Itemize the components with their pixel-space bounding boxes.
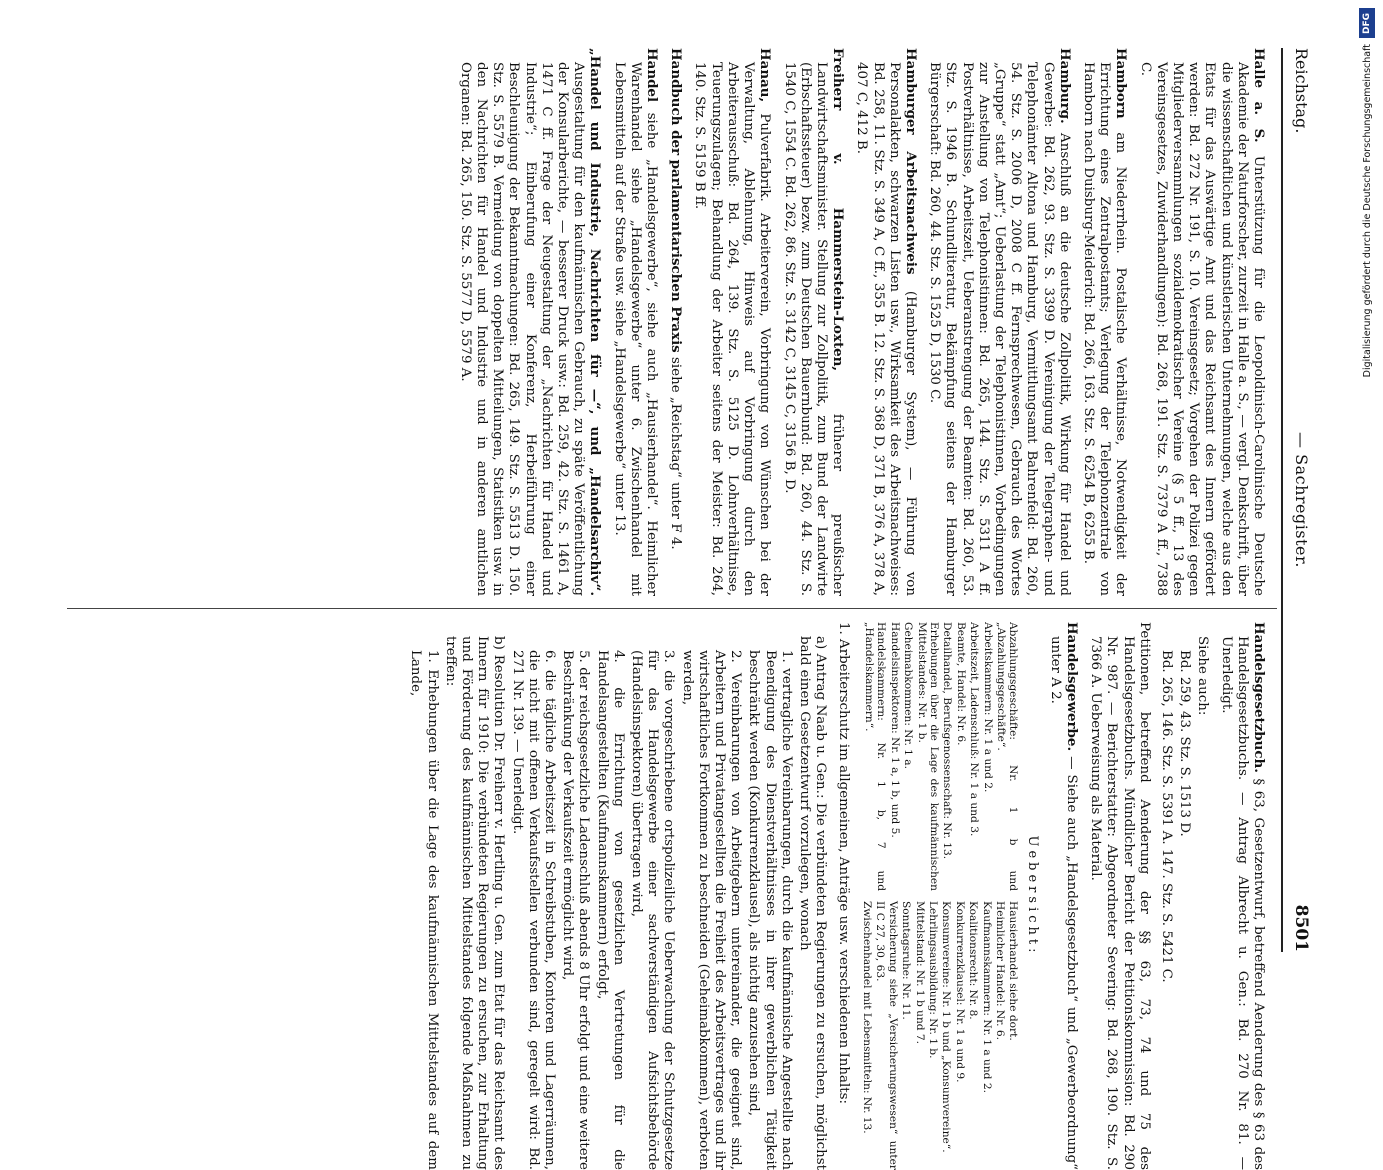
- entry-head: Hamborn: [1112, 48, 1129, 119]
- overview-index: [859, 622, 1019, 1170]
- point-1: 1. vertragliche Vereinbarungen, durch die kaufmännische Angestellte nach Beendigung des Dienstverhältnisses in ihrer gewerblichen Tätigkeit beschränkt werden (Konkurrenzklausel), als nichtig anzusehen sind,: [745, 650, 794, 1170]
- overview-item: Versicherung siehe „Versicherungswesen“ unter II C 27, 30, 63.: [873, 901, 899, 1170]
- entry-hamburger-arbeitsnachweis: [853, 48, 919, 596]
- entry-text: § 63, Gesetzentwurf, betreffend Aenderung des § 63 des Handelsgesetzbuchs. — Antrag Albrecht u. Gen.: Bd. 270 Nr. 81. — Unerledigt.: [1218, 636, 1266, 1170]
- entry-head: Handelsgesetzbuch.: [1250, 622, 1267, 773]
- entry-head: Handelsgewerbe.: [1063, 622, 1080, 752]
- entry-text: siehe „Reichstag“ unter F 4.: [667, 356, 683, 550]
- entry-hammerstein: [780, 48, 846, 596]
- overview-item: Zwischenhandel mit Lebensmitteln: Nr. 13.: [860, 901, 873, 1134]
- dfg-funding-note: Digitalisierung gefördert durch die Deutsche Forschungsgemeinschaft: [1361, 44, 1373, 378]
- dfg-sidebar: [1357, 8, 1377, 992]
- item-1: 1. Arbeiterschutz im allgemeinen, Anträge usw. verschiedenen Inhalts:: [835, 622, 851, 1105]
- column-divider: [67, 608, 1277, 609]
- overview-right: [859, 901, 1019, 1170]
- entry-head: Hamburger Arbeitsnachweis: [902, 48, 919, 275]
- header-left: Reichstag.: [1291, 48, 1311, 134]
- entry-handel-und-industrie: [456, 48, 603, 596]
- entry-handelsgesetzbuch: [1217, 622, 1267, 1170]
- entry-hamburg: [925, 48, 1072, 596]
- entry-head: Hanau,: [756, 48, 773, 103]
- overview-item: Konsumvereine: Nr. 1 b und „Konsumvereine“.: [939, 901, 952, 1153]
- entry-text: siehe „Handelsgewerbe“, siehe auch „Hausierhandel“. Heimlicher Warenhandel siehe „Handelsgewerbe“ unter 6. Zwischenhandel mit Lebensmitteln auf der Straße usw. siehe „Handelsgewerbe“ unter 13.: [611, 62, 659, 596]
- item-1b-point-1: 1. Erhebungen über die Lage des kaufmännischen Mittelstandes auf dem Lande,: [407, 650, 440, 1170]
- overview-item: Handelskammern: Nr. 1 b, 7 und „Handelskammern“.: [862, 622, 887, 891]
- entry-hanau: [691, 48, 773, 596]
- entry-petitionen: Petitionen, betreffend Aenderung der §§ 63, 73, 74 und 75 des Handelsgesetzbuchs. Mündlicher Bericht der Petitionskommission: Bd. 290 Nr. 987. — Berichterstatter: Abgeordneter Severing: Bd. 268, 190. Stz. S. 7366 A. Ueberweisung als Material.: [1087, 622, 1152, 1170]
- overview-item: Koalitionsrecht: Nr. 8.: [966, 901, 979, 1020]
- point-4: 4. die Errichtung von gesetzlichen Vertretungen für die Handelsangestellten (Kaufmannskammern) erfolgt,: [594, 650, 626, 1170]
- entry-head: Freiherr v. Hammerstein-Loxten,: [829, 48, 846, 372]
- page-number: 8501: [1290, 904, 1311, 952]
- entry-head: Hamburg.: [1056, 48, 1073, 124]
- reference: Bd. 259, 43. Stz. S. 1513 D.: [1176, 650, 1192, 837]
- point-3: 3. die vorgeschriebene ortspolizeiliche Ueberwachung der Schutzgesetze für das Handelsgewerbe einer sachverständigen Aufsichtsbehörde (Handelsinspektoren) übertragen wird,: [628, 650, 676, 1170]
- entry-head: Halle a. S.: [1250, 48, 1267, 143]
- entry-text: Anschluß an die deutsche Zollpolitik, Wirkung für Handel und Gewerbe: Bd. 262, 93. Stz. S. 3399 D. Vereinigung der Telegraphen- und Telephonämter Altona und Hamburg, Vermittlungsamt Bahrenfeld: Bd. 260, 54. Stz. S. 2006 D, 2008 C ff. Fernsprechwesen, Gebrauch des Wortes „Gruppe“ statt „Amt“; Ueberlastung der Telephonistinnen, Vorbedingungen zur Anstellung von Telephonistinnen: Bd. 265, 144. Stz. S. 5311 A ff. Postverhältnisse, Arbeitszeit, Ueberanstrengung der Beamten: Bd. 260, 53. Stz. S. 1946 B. Schundliteratur, Bekämpfung seitens der Hamburger Bürgerschaft: Bd. 260, 44. Stz. S. 1525 D, 1530 C.: [926, 62, 1072, 596]
- header-center: — Sachregister.: [1291, 432, 1311, 568]
- overview-item: Kaufmannskammern: Nr. 1 a und 2.: [980, 901, 993, 1093]
- point-5: 5. der reichsgesetzliche Ladenschluß abends 8 Uhr erfolgt und eine weitere Beschränkung der Verkaufszeit ermöglicht wird,: [559, 650, 591, 1170]
- reference: Bd. 265, 146. Stz. S. 5391 A. 147. Stz. S. 5421 C.: [1158, 650, 1174, 983]
- entry-text: (Hamburger System), — Führung von Personalakten, schwarzen Listen usw., Wirksamkeit des Arbeitsnachweises: Bd. 258, 11. Stz. S. 349 A, C ff., 355 B. 12. Stz. S. 368 D, 371 B, 376 A, 378 A, 407 C, 412 B.: [853, 62, 918, 596]
- page-header: [1285, 48, 1311, 952]
- overview-item: Abzahlungsgeschäfte: Nr. 1 b und „Abzahlungsgeschäfte“.: [994, 622, 1019, 891]
- entry-text: Unterstützung für die Leopoldinisch-Carolinische Deutsche Akademie der Naturforscher, zurzeit in Halle a. S., — vergl. Denkschrift, über die wissenschaftlichen und künstlerischen Unternehmungen, welche aus den Etats für das Auswärtige Amt und das Reichsamt des Innern gefördert werden: Bd. 272 Nr. 191, S. 10. Vereinsgesetz; Vorgehen der Polizei gegen Mitgliederversammlungen sozialdemokratischer Vereine (§ 5 ff., 13 des Vereinsgesetzes, Zuwiderhandlungen): Bd. 268, 191. Stz. S. 7379 A ff., 7388 C.: [1137, 62, 1266, 596]
- entry-text: Ausgestaltung für den kaufmännischen Gebrauch, zu späte Veröffentlichung der Konsularberichte, — besserer Druck usw.: Bd. 259, 42. Stz. S. 1461 A, 1471 C ff. Frage der Neugestaltung der „Nachrichten für Handel und Industrie“; Einberufung einer Konferenz, Herbeiführung einer Beschleunigung der Bekanntmachungen: Bd. 265, 149. Stz. S. 5513 D. 150. Stz. S. 5579 B. Vermeidung von doppelten Mitteilungen, Statistiken usw. in den Nachrichten für Handel und Industrie und in anderen amtlichen Organen: Bd. 265, 150. Stz. S. 5577 D, 5579 A.: [457, 62, 586, 596]
- entry-handel: [610, 48, 660, 596]
- item-1b: b) Resolution Dr. Freiherr v. Hertling u. Gen. zum Etat für das Reichsamt des Innern für 1910: Die verbündeten Regierungen zu ersuchen, zur Erhaltung und Förderung des kaufmännischen Mittelstandes folgende Maßnahmen zu treffen:: [442, 636, 506, 1170]
- dfg-logo: DFG: [1359, 8, 1375, 38]
- entry-head: „Handel und Industrie, Nachrichten für —“, und „Handelsarchiv“.: [586, 48, 603, 596]
- entry-handbuch: [667, 48, 684, 596]
- right-column: [63, 622, 1267, 1170]
- entry-handelsgewerbe: [1046, 622, 1079, 1170]
- overview-item: Sonntagsruhe: Nr. 11.: [899, 901, 912, 1020]
- overview-item: Konkurrenzklausel: Nr. 1 a und 9.: [953, 901, 966, 1083]
- entry-head: Handel: [643, 48, 660, 103]
- overview-item: Lehrlingsausbildung: Nr. 1 b.: [926, 901, 939, 1059]
- overview-item: Arbeitszeit, Ladenschluß: Nr. 1 a und 3.: [967, 622, 980, 837]
- entry-hamborn: [1079, 48, 1129, 596]
- overview-item: Mittelstand: Nr. 1 b und 7.: [913, 901, 926, 1045]
- entry-text: am Niederrhein. Postalische Verhältnisse, Notwendigkeit der Errichtung eines Zentralpostamts; Verlegung der Telephonzentrale von Hamborn nach Duisburg-Meiderich: Bd. 266, 163. Stz. S. 6254 B, 6255 B.: [1080, 62, 1128, 596]
- overview-item: Hausierhandel siehe dort.: [1006, 901, 1019, 1041]
- entry-head: Handbuch der parlamentarischen Praxis: [667, 48, 684, 353]
- overview-item: Detailhandel, Berufsgenossenschaft: Nr. 13.: [940, 622, 953, 860]
- overview-item: Erhebungen über die Lage des kaufmännischen Mittelstandes: Nr. 1 b.: [915, 622, 940, 891]
- point-2: 2. Vereinbarungen von Arbeitgebern untereinander, die geeignet sind, Arbeitern und Privatangestellten die Freiheit des Arbeitsvertrages und ihr wirtschaftliches Fortkommen zu beschneiden (Geheimabkommen), verboten werden,: [679, 650, 743, 1170]
- item-1a: a) Antrag Naab u. Gen.: Die verbündeten Regierungen zu ersuchen, möglichst bald einen Gesetzentwurf vorzulegen, wonach: [796, 636, 828, 1170]
- overview-item: Arbeitskammern: Nr. 1 a und 2.: [981, 622, 994, 793]
- entry-text: früherer preußischer Landwirtschaftsminister. Stellung zur Zollpolitik, zum Bund der Landwirte (Erbschaftssteuer) bezw. zum Deutschen Bauernbund: Bd. 260, 44. Stz. S. 1540 C, 1554 C. Bd. 262, 86. Stz. S. 3142 C, 3145 C, 3156 B, D.: [781, 62, 845, 596]
- overview-item: Heimlicher Handel: Nr. 6.: [993, 901, 1006, 1040]
- header-rule: [1281, 48, 1283, 952]
- overview-item: Geheimabkommen: Nr. 1 a.: [901, 622, 914, 769]
- see-also: Siehe auch:: [1194, 636, 1210, 716]
- overview-left: [859, 622, 1019, 891]
- overview-title: Uebersicht:: [1024, 835, 1040, 957]
- left-column: [63, 48, 1267, 596]
- overview-item: Beamte, Handel: Nr. 6.: [954, 622, 967, 746]
- overview-item: Handelsinspektoren: Nr. 1 a, 1 b, und 5.: [888, 622, 901, 838]
- entry-halle: [1136, 48, 1267, 596]
- point-6: 6. die tägliche Arbeitszeit in Schreibstuben, Kontoren und Lagerräumen, die nicht mit offenen Verkaufsstellen verbunden sind, geregelt wird: Bd. 271 Nr. 139. — Unerledigt.: [509, 650, 557, 1170]
- entry-text: Pulverfabrik. Arbeiterverein, Vorbringung von Wünschen bei der Verwaltung, Ablehnung, Hinweis auf Vorbringung durch den Arbeiterausschuß: Bd. 264, 139. Stz. S. 5125 D. Lohnverhältnisse, Teuerungszulagen; Behandlung der Arbeiter seitens der Meister: Bd. 264, 140. Stz. S. 5159 B ff.: [692, 62, 772, 596]
- entry-text: — Siehe auch „Handelsgesetzbuch“ und „Gewerbeordnung“ unter A 2.: [1047, 636, 1079, 1170]
- document-page: [47, 30, 1337, 1170]
